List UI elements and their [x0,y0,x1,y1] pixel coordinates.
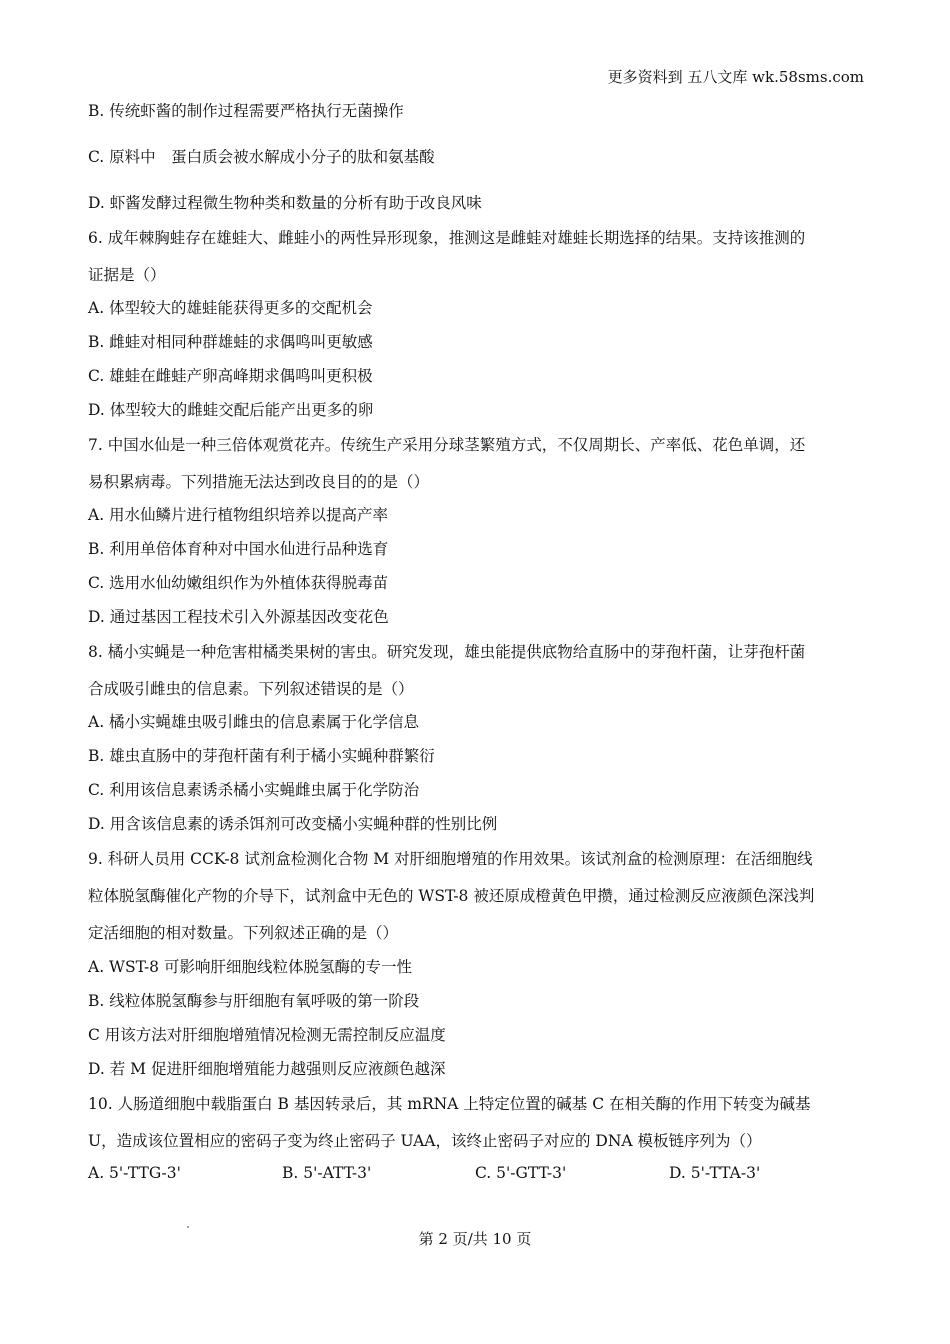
option-d: D. 体型较大的雌蛙交配后能产出更多的卵 [88,401,374,419]
source-header: 更多资料到 五八文库 wk.58sms.com [607,68,864,86]
option-a: A. WST-8 可影响肝细胞线粒体脱氢酶的专一性 [88,958,412,976]
text-line: 定活细胞的相对数量。下列叙述正确的是（） [88,924,399,942]
option-c: C. 选用水仙幼嫩组织作为外植体获得脱毒苗 [88,574,389,592]
option-b: B. 雄虫直肠中的芽孢杆菌有利于橘小实蝇种群繁衍 [88,747,435,765]
option-d: D. 5'-TTA-3' [669,1164,761,1182]
text-line: 粒体脱氢酶催化产物的介导下，试剂盒中无色的 WST-8 被还原成橙黄色甲攒，通过检测反应液颜色深浅判 [88,887,815,905]
text-line: 证据是（） [88,266,166,284]
text-line: D. 虾酱发酵过程微生物种类和数量的分析有助于改良风味 [88,194,482,212]
question-7: 7. 中国水仙是一种三倍体观赏花卉。传统生产采用分球茎繁殖方式，不仅周期长、产率低、花色单调，还 [88,436,806,454]
text-line: B. 传统虾酱的制作过程需要严格执行无菌操作 [88,102,404,120]
text-line: 合成吸引雌虫的信息素。下列叙述错误的是（） [88,680,414,698]
text-line: C. 原料中 蛋白质会被水解成小分子的肽和氨基酸 [88,148,435,166]
options-row [88,1164,868,1184]
option-d: D. 用含该信息素的诱杀饵剂可改变橘小实蝇种群的性别比例 [88,815,498,833]
option-c: C. 雄蛙在雌蛙产卵高峰期求偶鸣叫更积极 [88,367,373,385]
question-9: 9. 科研人员用 CCK-8 试剂盒检测化合物 M 对肝细胞增殖的作用效果。该试剂盒的检测原理：在活细胞线 [88,850,813,868]
option-b: B. 5'-ATT-3' [282,1164,372,1182]
question-8: 8. 橘小实蝇是一种危害柑橘类果树的害虫。研究发现，雄虫能提供底物给直肠中的芽孢杆菌，让芽孢杆菌 [88,643,806,661]
option-d: D. 通过基因工程技术引入外源基因改变花色 [88,608,389,626]
option-a: A. 体型较大的雄蛙能获得更多的交配机会 [88,299,373,317]
option-c: C. 利用该信息素诱杀橘小实蝇雌虫属于化学防治 [88,781,420,799]
option-d: D. 若 M 促进肝细胞增殖能力越强则反应液颜色越深 [88,1060,446,1078]
text-line: 易积累病毒。下列措施无法达到改良目的的是（） [88,473,430,491]
option-a: A. 用水仙鳞片进行植物组织培养以提高产率 [88,506,389,524]
text-line: U，造成该位置相应的密码子变为终止密码子 UAA，该终止密码子对应的 DNA 模板链序列为（） [88,1132,762,1150]
option-a: A. 5'-TTG-3' [88,1164,181,1182]
option-b: B. 利用单倍体育种对中国水仙进行品种选育 [88,540,389,558]
option-b: B. 线粒体脱氢酶参与肝细胞有氧呼吸的第一阶段 [88,992,420,1010]
option-c: C. 5'-GTT-3' [475,1164,567,1182]
page-footer: 第 2 页/共 10 页 [418,1230,532,1248]
question-10: 10. 人肠道细胞中载脂蛋白 B 基因转录后，其 mRNA 上特定位置的碱基 C 在相关酶的作用下转变为碱基 [88,1095,811,1113]
option-a: A. 橘小实蝇雄虫吸引雌虫的信息素属于化学信息 [88,713,420,731]
question-6: 6. 成年棘胸蛙存在雄蛙大、雌蛙小的两性异形现象，推测这是雌蛙对雄蛙长期选择的结果。支持该推测的 [88,229,806,247]
option-c: C 用该方法对肝细胞增殖情况检测无需控制反应温度 [88,1026,446,1044]
option-b: B. 雌蛙对相同种群雄蛙的求偶鸣叫更敏感 [88,333,373,351]
